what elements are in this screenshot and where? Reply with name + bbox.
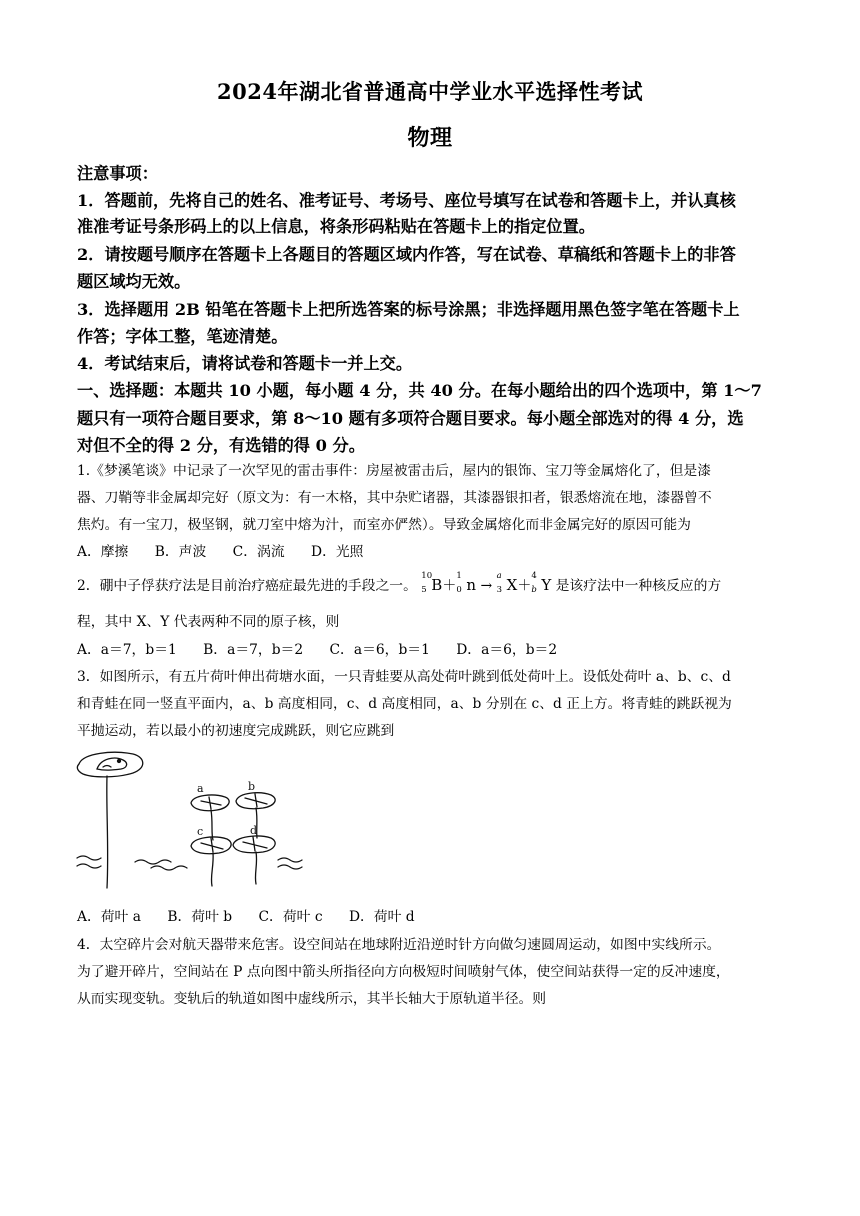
option-c[interactable]: C．荷叶 c [258,909,323,925]
nuclide-x: a 3 X [496,571,518,595]
lotus-frog-figure [73,748,313,893]
label-d: d [250,824,258,837]
notice-line: 3．选择题用 2B 铅笔在答题卡上把所选答案的标号涂黑；非选择题用黑色签字笔在答题卡上 [77,300,740,319]
question-1-options [77,540,787,560]
nuclide-neutron: 1 0 n [456,571,476,595]
option-d[interactable]: D．荷叶 d [348,909,415,925]
option-b[interactable]: B．声波 [154,544,207,560]
question-4-text: 从而实现变轨。变轨后的轨道如图中虚线所示，其半长轴大于原轨道半径。则 [77,991,547,1007]
option-a[interactable]: A．荷叶 a [77,909,141,925]
question-2-text [77,571,787,595]
option-a[interactable]: A．a＝7，b＝1 [77,642,177,658]
label-c: c [197,825,204,838]
option-d[interactable]: D．光照 [311,544,364,560]
question-1-text: 焦灼。有一宝刀，极坚钢，就刀室中熔为汁，而室亦俨然）。导致金属熔化而非金属完好的原因可能为 [77,517,691,533]
notice-line: 题区域均无效。 [77,272,191,291]
option-c[interactable]: C．a＝6，b＝1 [329,642,430,658]
question-2-intro: 2．硼中子俘获疗法是目前治疗癌症最先进的手段之一。 [77,578,417,594]
high-lotus-leaf [77,752,142,777]
question-2-options [77,638,787,658]
question-2-text: 程，其中 X、Y 代表两种不同的原子核，则 [77,614,340,630]
question-4-text: 为了避开碎片，空间站在 P 点向图中箭头所指径向方向极短时间喷射气体，使空间站获得一定的反冲速度， [77,964,730,980]
nuclide-y: 4 b Y [531,571,552,595]
notice-line: 准准考证号条形码上的以上信息，将条形码粘贴在答题卡上的指定位置。 [77,217,595,236]
option-b[interactable]: B．a＝7，b＝2 [203,642,304,658]
label-a: a [197,782,204,795]
notice-line: 2．请按题号顺序在答题卡上各题目的答题区域内作答，写在试卷、草稿纸和答题卡上的非答 [77,245,736,264]
notice-line: 作答；字体工整，笔迹清楚。 [77,327,288,346]
nuclear-equation: 10 5 B＋ 1 0 n → a 3 X＋ 4 b Y [421,571,552,595]
option-c[interactable]: C．涡流 [232,544,285,560]
nuclide-boron: 10 5 B [421,571,443,595]
question-1-text: 器、刀鞘等非金属却完好（原文为：有一木格，其中杂贮诸器，其漆器银扣者，银悉熔流在地，漆器曾不 [77,490,712,506]
option-a[interactable]: A．摩擦 [77,544,129,560]
question-3-text: 和青蛙在同一竖直平面内，a、b 高度相同，c、d 高度相同，a、b 分别在 c、d 正上方。将青蛙的跳跃视为 [77,696,732,712]
question-4-text: 4．太空碎片会对航天器带来危害。设空间站在地球附近沿逆时针方向做匀速圆周运动，如图中实线所示。 [77,937,721,953]
section-instructions: 一、选择题：本题共 10 小题，每小题 4 分，共 40 分。在每小题给出的四个选项中，第 1～7 [77,381,762,400]
section-instructions: 对但不全的得 2 分，有选错的得 0 分。 [77,436,365,455]
question-3-text: 3．如图所示，有五片荷叶伸出荷塘水面，一只青蛙要从高处荷叶跳到低处荷叶上。设低处荷叶 a、b、c、d [77,669,731,685]
exam-title: 2024年湖北省普通高中学业水平选择性考试 [217,79,643,104]
high-lotus-stem [107,776,108,888]
reaction-arrow: → [480,578,493,594]
question-3-options [77,905,787,925]
notice-heading: 注意事项： [77,164,158,183]
option-b[interactable]: B．荷叶 b [167,909,233,925]
subject-title: 物理 [407,125,453,151]
question-3-text: 平抛运动，若以最小的初速度完成跳跃，则它应跳到 [77,723,395,739]
question-1-text: 1.《梦溪笔谈》中记录了一次罕见的雷击事件：房屋被雷击后，屋内的银饰、宝刀等金属熔化了，但是漆 [77,463,712,479]
question-2-after: 是该疗法中一种核反应的方 [555,578,722,594]
section-instructions: 题只有一项符合题目要求，第 8～10 题有多项符合题目要求。每小题全部选对的得 4 分，选 [77,409,744,428]
label-b: b [248,780,256,793]
notice-line: 4．考试结束后，请将试卷和答题卡一并上交。 [77,354,413,373]
frog [97,758,127,770]
notice-line: 1．答题前，先将自己的姓名、准考证号、考场号、座位号填写在试卷和答题卡上，并认真核 [77,191,736,210]
option-d[interactable]: D．a＝6，b＝2 [456,642,558,658]
